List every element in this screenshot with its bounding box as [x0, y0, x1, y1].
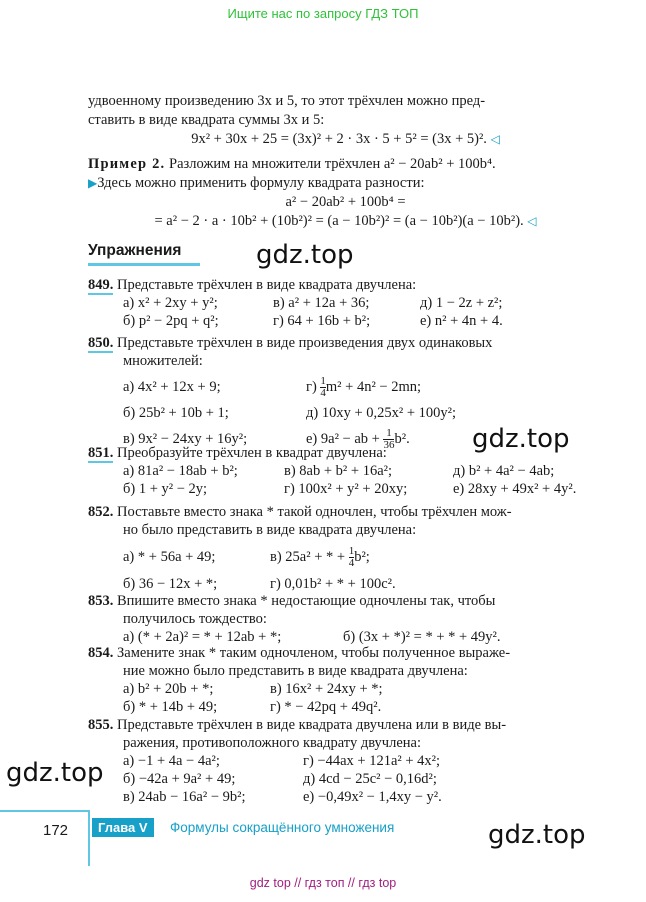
answer-d: д) 4cd − 25c² − 0,16d²;	[303, 771, 437, 787]
answer-e-pre: е) 9a² − ab +	[306, 431, 380, 447]
exercise-text-2: множителей:	[123, 353, 203, 369]
formula-3-text: = a² − 2 · a · 10b² + (10b²)² = (a − 10b²)² = (a − 10b²)(a − 10b²).	[154, 213, 524, 229]
answer-g: г) 0,01b² + * + 100c².	[270, 576, 396, 592]
answer-a: а) 81a² − 18ab + b²;	[123, 463, 238, 479]
example-2-line	[88, 155, 603, 174]
watermark: gdz.top	[6, 758, 104, 788]
exercise-number: 852.	[88, 504, 114, 520]
exercise-number: 853.	[88, 593, 114, 609]
formula-1-text: 9x² + 30x + 25 = (3x)² + 2 · 3x · 5 + 5² = (3x + 5)².	[191, 131, 487, 147]
answer-d: д) 1 − 2z + z²;	[420, 295, 503, 311]
intro-line-2: ставить в виде квадрата суммы 3x и 5:	[88, 112, 325, 128]
answer-v-pre: в) 25a² + * +	[270, 549, 346, 565]
answer-g	[306, 374, 421, 400]
answer-g: г) 64 + 16b + b²;	[273, 313, 371, 329]
bottom-banner[interactable]: gdz top // гдз топ // гдз top	[249, 876, 397, 890]
watermark: gdz.top	[472, 424, 570, 454]
end-proof-icon: ◁	[490, 132, 500, 146]
exercise-text-2: ние можно было представить в виде квадрата двучлена:	[123, 663, 468, 679]
answer-d: д) 10xy + 0,25x² + 100y²;	[306, 405, 457, 421]
exercise-text-2: но было представить в виде квадрата двучлена:	[123, 522, 417, 538]
example-line-2-text: Здесь можно применить формулу квадрата разности:	[97, 175, 425, 191]
exercise-number: 849.	[88, 277, 114, 293]
exercise-number: 850.	[88, 335, 114, 351]
intro-line-1: удвоенному произведению 3x и 5, то этот трёхчлен можно пред-	[88, 93, 486, 109]
frac-den: 36	[383, 439, 395, 452]
frac-num: 1	[386, 427, 392, 440]
chapter-title: Формулы сокращённого умножения	[170, 820, 395, 835]
frac-num: 1	[348, 545, 355, 558]
formula-2: a² − 20ab² + 100b⁴ =	[285, 194, 406, 210]
exercise-number: 854.	[88, 645, 114, 661]
answer-a: а) 4x² + 12x + 9;	[123, 379, 221, 395]
answer-e: е) 28xy + 49x² + 4y².	[453, 481, 577, 497]
exercise-text-1: Впишите вместо знака * недостающие одночлены так, чтобы	[117, 593, 496, 609]
answer-v: в) 16x² + 24xy + *;	[270, 681, 383, 697]
answer-b: б) * + 14b + 49;	[123, 699, 218, 715]
answer-a: а) (* + 2a)² = * + 12ab + *;	[123, 629, 282, 645]
frac-num: 1	[320, 375, 326, 388]
exercise-number: 851.	[88, 445, 114, 461]
exercise-855	[88, 716, 603, 806]
top-banner[interactable]: Ищите нас по запросу ГДЗ ТОП	[227, 6, 419, 21]
answer-b: б) −42a + 9a² + 49;	[123, 771, 236, 787]
answer-e: е) n² + 4n + 4.	[420, 313, 503, 329]
footer-divider	[0, 810, 90, 812]
answer-v: в) a² + 12a + 36;	[273, 295, 370, 311]
answer-b: б) (3x + *)² = * + * + 49y².	[343, 629, 501, 645]
exercise-text: Представьте трёхчлен в виде квадрата двучлена:	[117, 277, 417, 293]
answer-d: д) b² + 4a² − 4ab;	[453, 463, 555, 479]
answer-a: а) * + 56a + 49;	[123, 549, 216, 565]
answer-b: б) 36 − 12x + *;	[123, 576, 218, 592]
example-text: Разложим на множители трёхчлен a² − 20ab² + 100b⁴.	[169, 156, 496, 172]
answer-a: а) −1 + 4a − 4a²;	[123, 753, 220, 769]
exercise-number: 855.	[88, 717, 114, 733]
page-number: 172	[43, 822, 69, 839]
answer-b: б) 1 + y² − 2y;	[123, 481, 208, 497]
exercise-text-1: Замените знак * таким одночленом, чтобы полученное выраже-	[117, 645, 511, 661]
example-label: Пример 2.	[88, 156, 166, 172]
exercise-text-2: ражения, противоположного квадрату двучлена:	[123, 735, 421, 751]
answer-g-label: г)	[306, 379, 317, 395]
frac-den: 4	[348, 557, 355, 570]
intro-block	[88, 92, 603, 231]
answer-v: в) 24ab − 16a² − 9b²;	[123, 789, 246, 805]
answer-e: е) −0,49x² − 1,4xy − y².	[303, 789, 442, 805]
answer-v: в) 9x² − 24xy + 16y²;	[123, 431, 248, 447]
answer-g: г) * − 42pq + 49q².	[270, 699, 382, 715]
exercise-852	[88, 503, 603, 597]
start-solution-icon: ▶	[88, 176, 98, 190]
answer-v-post: b²;	[354, 549, 370, 565]
answer-a: а) x² + 2xy + y²;	[123, 295, 218, 311]
answer-b: б) 25b² + 10b + 1;	[123, 405, 229, 421]
formula-3	[88, 212, 603, 231]
answer-v	[270, 543, 370, 571]
answer-g-text: m² + 4n² − 2mn;	[325, 379, 422, 395]
answer-v: в) 8ab + b² + 16a²;	[284, 463, 392, 479]
exercise-text: Преобразуйте трёхчлен в квадрат двучлена:	[117, 445, 387, 461]
watermark: gdz.top	[256, 240, 354, 270]
section-underline	[88, 263, 200, 266]
exercise-text-1: Поставьте вместо знака * такой одночлен, чтобы трёхчлен мож-	[117, 504, 512, 520]
exercise-853	[88, 592, 603, 646]
answer-b: б) p² − 2pq + q²;	[123, 313, 219, 329]
exercise-854	[88, 644, 603, 716]
answer-g: г) 100x² + y² + 20xy;	[284, 481, 408, 497]
formula-1	[88, 130, 603, 149]
answer-g: г) −44ax + 121a² + 4x²;	[303, 753, 441, 769]
section-title: Упражнения	[88, 242, 182, 259]
exercise-text-1: Представьте трёхчлен в виде произведения двух одинаковых	[117, 335, 493, 351]
exercise-849	[88, 276, 603, 330]
watermark: gdz.top	[488, 820, 586, 850]
frac-den: 4	[320, 387, 326, 400]
example-line-2	[88, 174, 603, 193]
answer-e-post: b².	[394, 431, 410, 447]
footer-divider-vertical	[88, 810, 90, 866]
answer-a: а) b² + 20b + *;	[123, 681, 214, 697]
exercise-text-2: получилось тождество:	[123, 611, 267, 627]
exercise-text-1: Представьте трёхчлен в виде квадрата двучлена или в виде вы-	[117, 717, 507, 733]
chapter-badge: Глава V	[92, 818, 154, 837]
end-proof-icon-2: ◁	[527, 214, 537, 228]
